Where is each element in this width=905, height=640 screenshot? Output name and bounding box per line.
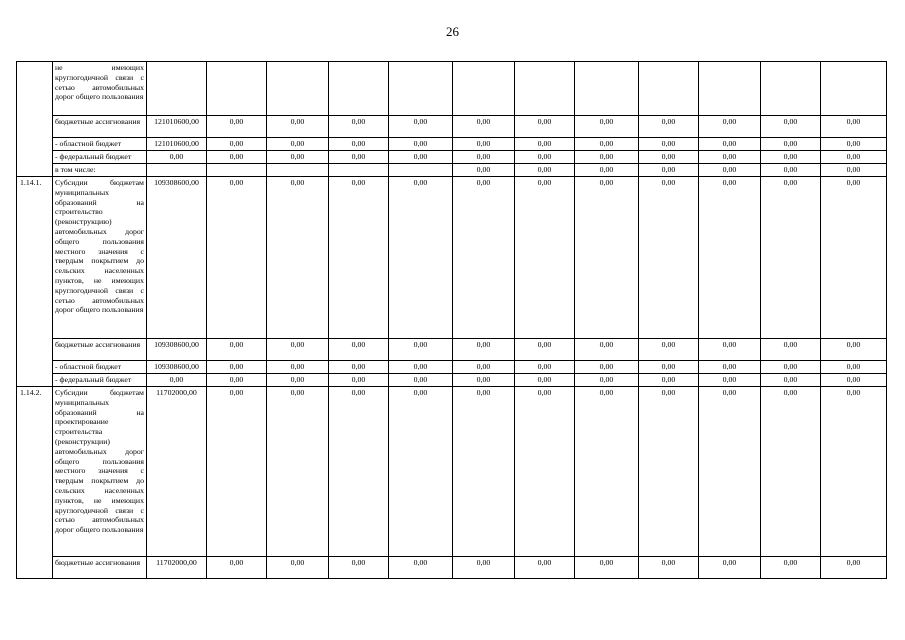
table-row bbox=[17, 339, 887, 361]
value-cell bbox=[329, 164, 389, 177]
value-cell: 0,00 bbox=[267, 116, 329, 138]
value-cell: 0,00 bbox=[821, 116, 887, 138]
value-cell: 0,00 bbox=[329, 374, 389, 387]
item-code-cell bbox=[17, 151, 53, 164]
item-code-cell bbox=[17, 361, 53, 374]
value-cell: 0,00 bbox=[639, 374, 699, 387]
page-number: 26 bbox=[446, 24, 459, 39]
description-cell: не имеющих круглогодичной связи с сетью автомобильных дорог общего пользования bbox=[53, 62, 147, 116]
table-row bbox=[17, 361, 887, 374]
value-cell: 0,00 bbox=[761, 151, 821, 164]
value-cell: 0,00 bbox=[699, 339, 761, 361]
value-cell: 0,00 bbox=[821, 177, 887, 339]
item-code-cell bbox=[17, 116, 53, 138]
value-cell: 0,00 bbox=[821, 151, 887, 164]
value-cell: 0,00 bbox=[329, 361, 389, 374]
value-cell bbox=[267, 62, 329, 116]
value-cell: 0,00 bbox=[575, 138, 639, 151]
value-cell: 0,00 bbox=[821, 557, 887, 579]
value-cell: 0,00 bbox=[821, 374, 887, 387]
value-cell: 0,00 bbox=[267, 374, 329, 387]
value-cell: 0,00 bbox=[329, 339, 389, 361]
value-cell: 0,00 bbox=[639, 151, 699, 164]
description-cell: бюджетные ассигнования bbox=[53, 557, 147, 579]
value-cell: 0,00 bbox=[389, 361, 453, 374]
value-cell: 0,00 bbox=[639, 557, 699, 579]
value-cell: 0,00 bbox=[699, 387, 761, 557]
table-row bbox=[17, 151, 887, 164]
value-cell: 0,00 bbox=[821, 164, 887, 177]
value-cell bbox=[329, 62, 389, 116]
description-cell: - федеральный бюджет bbox=[53, 374, 147, 387]
value-cell: 0,00 bbox=[207, 557, 267, 579]
value-cell: 0,00 bbox=[575, 116, 639, 138]
value-cell: 0,00 bbox=[699, 151, 761, 164]
value-cell: 0,00 bbox=[329, 116, 389, 138]
value-cell: 0,00 bbox=[453, 374, 515, 387]
value-cell: 109308600,00 bbox=[147, 177, 207, 339]
value-cell: 121010600,00 bbox=[147, 138, 207, 151]
value-cell: 0,00 bbox=[761, 361, 821, 374]
value-cell bbox=[761, 62, 821, 116]
description-cell: бюджетные ассигнования bbox=[53, 116, 147, 138]
value-cell: 0,00 bbox=[639, 116, 699, 138]
value-cell: 0,00 bbox=[761, 387, 821, 557]
value-cell: 0,00 bbox=[453, 557, 515, 579]
table-row bbox=[17, 387, 887, 557]
value-cell: 0,00 bbox=[453, 361, 515, 374]
value-cell: 0,00 bbox=[267, 138, 329, 151]
value-cell: 109308600,00 bbox=[147, 361, 207, 374]
value-cell: 0,00 bbox=[453, 339, 515, 361]
value-cell: 0,00 bbox=[761, 339, 821, 361]
value-cell: 0,00 bbox=[207, 387, 267, 557]
value-cell bbox=[389, 164, 453, 177]
table-row bbox=[17, 374, 887, 387]
value-cell bbox=[575, 62, 639, 116]
value-cell bbox=[147, 62, 207, 116]
value-cell: 0,00 bbox=[207, 151, 267, 164]
item-code-cell: 1.14.1. bbox=[17, 177, 53, 339]
description-cell: - областной бюджет bbox=[53, 138, 147, 151]
value-cell: 0,00 bbox=[267, 387, 329, 557]
value-cell: 0,00 bbox=[515, 361, 575, 374]
value-cell: 0,00 bbox=[329, 138, 389, 151]
value-cell: 0,00 bbox=[389, 339, 453, 361]
value-cell bbox=[453, 62, 515, 116]
value-cell bbox=[515, 62, 575, 116]
table-row bbox=[17, 164, 887, 177]
value-cell: 0,00 bbox=[515, 177, 575, 339]
value-cell: 0,00 bbox=[207, 177, 267, 339]
table-row bbox=[17, 62, 887, 116]
value-cell: 0,00 bbox=[639, 387, 699, 557]
value-cell: 0,00 bbox=[267, 339, 329, 361]
value-cell: 0,00 bbox=[329, 151, 389, 164]
table-row bbox=[17, 557, 887, 579]
value-cell: 0,00 bbox=[389, 151, 453, 164]
value-cell: 11702000,00 bbox=[147, 557, 207, 579]
value-cell: 0,00 bbox=[639, 177, 699, 339]
budget-table bbox=[16, 61, 887, 579]
value-cell: 0,00 bbox=[515, 387, 575, 557]
value-cell: 0,00 bbox=[453, 177, 515, 339]
value-cell: 0,00 bbox=[267, 361, 329, 374]
value-cell: 0,00 bbox=[453, 164, 515, 177]
value-cell: 0,00 bbox=[575, 151, 639, 164]
table-row bbox=[17, 177, 887, 339]
value-cell: 0,00 bbox=[699, 116, 761, 138]
value-cell: 0,00 bbox=[329, 387, 389, 557]
value-cell: 11702000,00 bbox=[147, 387, 207, 557]
value-cell: 0,00 bbox=[699, 557, 761, 579]
item-code-cell bbox=[17, 339, 53, 361]
value-cell: 0,00 bbox=[575, 374, 639, 387]
value-cell: 0,00 bbox=[389, 557, 453, 579]
value-cell bbox=[639, 62, 699, 116]
table-row bbox=[17, 116, 887, 138]
value-cell: 0,00 bbox=[389, 387, 453, 557]
value-cell: 0,00 bbox=[207, 138, 267, 151]
value-cell bbox=[699, 62, 761, 116]
value-cell: 121010600,00 bbox=[147, 116, 207, 138]
value-cell: 0,00 bbox=[147, 151, 207, 164]
value-cell: 0,00 bbox=[699, 177, 761, 339]
value-cell: 0,00 bbox=[821, 387, 887, 557]
value-cell: 109308600,00 bbox=[147, 339, 207, 361]
value-cell: 0,00 bbox=[515, 339, 575, 361]
table-row bbox=[17, 138, 887, 151]
item-code-cell bbox=[17, 62, 53, 116]
value-cell bbox=[821, 62, 887, 116]
value-cell: 0,00 bbox=[147, 374, 207, 387]
description-cell: - областной бюджет bbox=[53, 361, 147, 374]
value-cell: 0,00 bbox=[699, 361, 761, 374]
value-cell: 0,00 bbox=[389, 374, 453, 387]
value-cell: 0,00 bbox=[761, 374, 821, 387]
value-cell: 0,00 bbox=[515, 557, 575, 579]
value-cell: 0,00 bbox=[515, 164, 575, 177]
value-cell: 0,00 bbox=[639, 339, 699, 361]
value-cell: 0,00 bbox=[267, 557, 329, 579]
value-cell bbox=[267, 164, 329, 177]
description-cell: бюджетные ассигнования bbox=[53, 339, 147, 361]
value-cell: 0,00 bbox=[207, 339, 267, 361]
item-code-cell bbox=[17, 164, 53, 177]
description-cell: - федеральный бюджет bbox=[53, 151, 147, 164]
value-cell: 0,00 bbox=[639, 361, 699, 374]
value-cell: 0,00 bbox=[761, 177, 821, 339]
value-cell: 0,00 bbox=[267, 151, 329, 164]
value-cell: 0,00 bbox=[453, 387, 515, 557]
value-cell: 0,00 bbox=[207, 361, 267, 374]
value-cell: 0,00 bbox=[699, 164, 761, 177]
item-code-cell: 1.14.2. bbox=[17, 387, 53, 557]
item-code-cell bbox=[17, 374, 53, 387]
value-cell: 0,00 bbox=[515, 116, 575, 138]
value-cell bbox=[389, 62, 453, 116]
value-cell bbox=[207, 62, 267, 116]
value-cell: 0,00 bbox=[389, 177, 453, 339]
value-cell: 0,00 bbox=[207, 374, 267, 387]
value-cell: 0,00 bbox=[575, 361, 639, 374]
value-cell: 0,00 bbox=[699, 374, 761, 387]
value-cell: 0,00 bbox=[389, 138, 453, 151]
value-cell: 0,00 bbox=[515, 374, 575, 387]
value-cell: 0,00 bbox=[575, 387, 639, 557]
value-cell: 0,00 bbox=[575, 339, 639, 361]
value-cell: 0,00 bbox=[575, 557, 639, 579]
value-cell: 0,00 bbox=[515, 138, 575, 151]
description-cell: в том числе: bbox=[53, 164, 147, 177]
item-code-cell bbox=[17, 138, 53, 151]
value-cell: 0,00 bbox=[453, 138, 515, 151]
value-cell: 0,00 bbox=[329, 557, 389, 579]
value-cell: 0,00 bbox=[699, 138, 761, 151]
value-cell: 0,00 bbox=[761, 116, 821, 138]
value-cell: 0,00 bbox=[761, 164, 821, 177]
value-cell bbox=[147, 164, 207, 177]
value-cell: 0,00 bbox=[761, 557, 821, 579]
value-cell: 0,00 bbox=[639, 164, 699, 177]
value-cell: 0,00 bbox=[389, 116, 453, 138]
value-cell: 0,00 bbox=[329, 177, 389, 339]
value-cell bbox=[207, 164, 267, 177]
value-cell: 0,00 bbox=[575, 177, 639, 339]
value-cell: 0,00 bbox=[639, 138, 699, 151]
value-cell: 0,00 bbox=[821, 339, 887, 361]
description-cell: Субсидии бюджетам муниципальных образований на проектирование строительства (реконструкции) автомобильных дорог общего пользования местного значения с твердым покрытием до сельских населенных пунктов, не имеющих круглогодичной связи с сетью автомобильных дорог общего пользования bbox=[53, 387, 147, 557]
value-cell: 0,00 bbox=[515, 151, 575, 164]
value-cell: 0,00 bbox=[575, 164, 639, 177]
value-cell: 0,00 bbox=[761, 138, 821, 151]
value-cell: 0,00 bbox=[207, 116, 267, 138]
value-cell: 0,00 bbox=[453, 116, 515, 138]
value-cell: 0,00 bbox=[453, 151, 515, 164]
value-cell: 0,00 bbox=[267, 177, 329, 339]
value-cell: 0,00 bbox=[821, 138, 887, 151]
item-code-cell bbox=[17, 557, 53, 579]
value-cell: 0,00 bbox=[821, 361, 887, 374]
description-cell: Субсидии бюджетам муниципальных образований на строительство (реконструкцию) автомобильных дорог общего пользования местного значения с твердым покрытием до сельских населенных пунктов, не имеющих круглогодичной связи с сетью автомобильных дорог общего пользования bbox=[53, 177, 147, 339]
